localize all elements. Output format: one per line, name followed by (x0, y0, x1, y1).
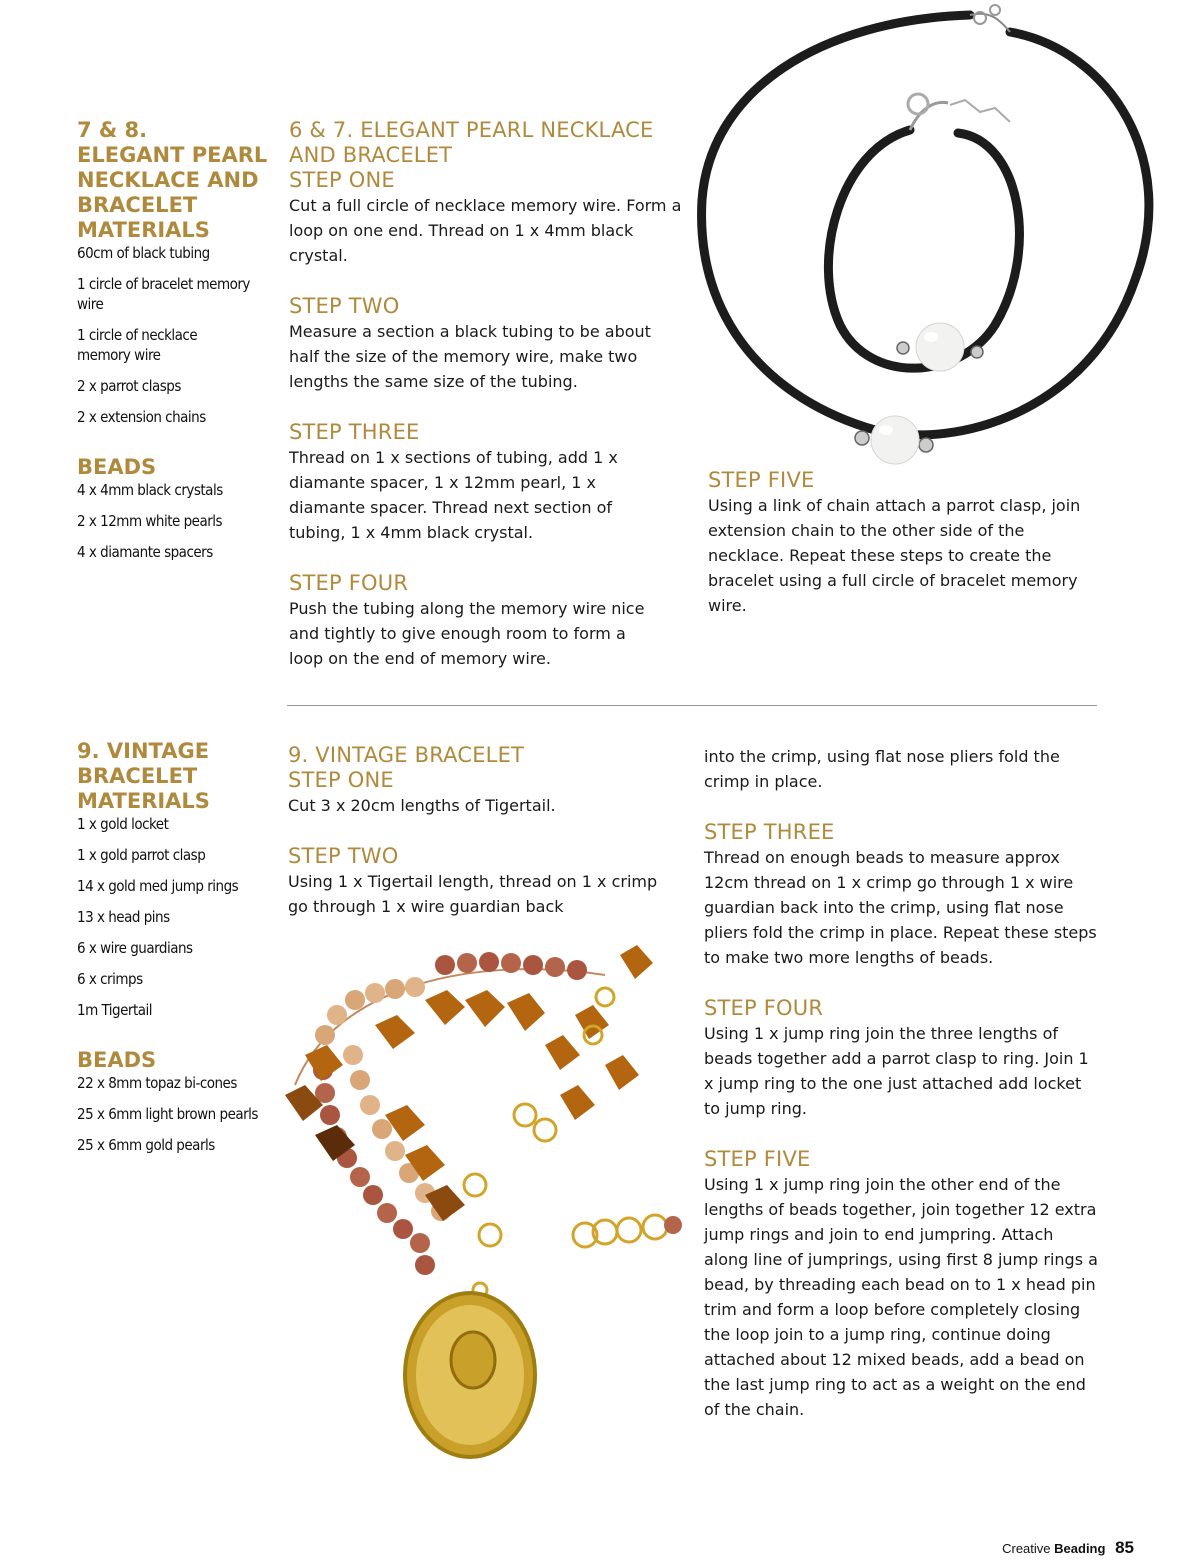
sidebar-title-line: 9. VINTAGE (77, 739, 210, 763)
magazine-name-prefix: Creative (1002, 1541, 1051, 1556)
step-heading: STEP THREE (289, 420, 420, 444)
topaz-beads (285, 945, 653, 1221)
page-footer (1002, 1538, 1134, 1558)
list-item: 4 x 4mm black crystals (77, 481, 223, 499)
beads-list (77, 1073, 272, 1155)
sidebar-title-line: BRACELET (77, 193, 198, 217)
materials-list (77, 814, 272, 1020)
list-item: 1 circle of bracelet memory wire (77, 275, 250, 313)
section2-right-column (704, 744, 1099, 1434)
step-text: Using 1 x Tigertail length, thread on 1 x crimp go through 1 x wire guardian back (288, 872, 658, 916)
list-item: 6 x crimps (77, 970, 143, 988)
list-item: 2 x 12mm white pearls (77, 512, 223, 530)
section2-sidebar (77, 739, 272, 1166)
section-title: AND BRACELET (289, 143, 453, 167)
step-heading: STEP FOUR (704, 996, 824, 1020)
beads-list (77, 480, 272, 562)
step-heading: STEP FIVE (708, 468, 815, 492)
list-item: 2 x parrot clasps (77, 377, 181, 395)
step-text: Using a link of chain attach a parrot clasp, join extension chain to the other side of the necklace. Repeat these steps to create the bracelet using a full circle of bracelet memory wire. (708, 496, 1081, 615)
section1-main (289, 118, 684, 683)
step-text: Push the tubing along the memory wire nice and tightly to give enough room to form a loop on the end of memory wire. (289, 599, 645, 668)
sidebar-title-line: NECKLACE AND (77, 168, 259, 192)
necklace-image (702, 5, 1149, 464)
step-text: Using 1 x jump ring join the other end of the lengths of beads together, join together 12 extra jump rings and join to end jumpring. Attach along line of jumprings, using first 8 jump rings a bead, by threading each bead on to 1 x head pin trim and form a loop before completely closing the loop join to a jump ring, continue doing attached about 12 mixed beads, add a bead on the last jump ring to act as a weight on the end of the chain. (704, 1175, 1098, 1419)
sidebar-title-line: 7 & 8. (77, 118, 148, 142)
list-item: 1 x gold parrot clasp (77, 846, 206, 864)
jump-rings (464, 988, 667, 1247)
bracelet-image (828, 94, 1019, 371)
magazine-name-bold: Beading (1054, 1541, 1106, 1556)
step-heading: STEP FOUR (289, 571, 409, 595)
step-text: Thread on enough beads to measure approx 12cm thread on 1 x crimp go through 1 x wire guardian back into the crimp, using flat nose pliers fold the crimp in place. Repeat these steps to make two more lengths of beads. (704, 848, 1097, 967)
list-item: 2 x extension chains (77, 408, 206, 426)
step-heading: STEP THREE (704, 820, 835, 844)
list-item: 4 x diamante spacers (77, 543, 213, 561)
step-heading: STEP FIVE (704, 1147, 811, 1171)
step-text: Cut a full circle of necklace memory wire. Form a loop on one end. Thread on 1 x 4mm black crystal. (289, 196, 682, 265)
page-number: 85 (1115, 1538, 1134, 1557)
list-item: 60cm of black tubing (77, 244, 210, 262)
sidebar-title-line: MATERIALS (77, 218, 210, 242)
step-text: Cut 3 x 20cm lengths of Tigertail. (288, 796, 556, 815)
section-title: 9. VINTAGE BRACELET (288, 743, 525, 767)
section1-step-five (708, 468, 1103, 630)
step-text: into the crimp, using flat nose pliers fold the crimp in place. (704, 747, 1060, 791)
step-heading: STEP TWO (288, 844, 399, 868)
section1-sidebar (77, 118, 272, 573)
list-item: 1 x gold locket (77, 815, 169, 833)
gold-locket (405, 1283, 535, 1457)
list-item: 1 circle of necklace memory wire (77, 326, 198, 364)
bead-strand (295, 969, 605, 1085)
section-title: 6 & 7. ELEGANT PEARL NECKLACE (289, 118, 654, 142)
step-text: Thread on 1 x sections of tubing, add 1 x diamante spacer, 1 x 12mm pearl, 1 x diamante spacer. Thread next section of tubing, 1 x 4mm black crystal. (289, 448, 618, 542)
vintage-bracelet-photo (275, 945, 695, 1470)
sidebar-title-line: ELEGANT PEARL (77, 143, 268, 167)
list-item: 25 x 6mm light brown pearls (77, 1105, 258, 1123)
materials-list (77, 243, 272, 427)
list-item: 14 x gold med jump rings (77, 877, 239, 895)
step-heading: STEP ONE (289, 168, 395, 192)
section-divider (287, 705, 1097, 706)
section2-sidebar-title (77, 739, 272, 814)
sidebar-title-line: BRACELET (77, 764, 198, 788)
section2-main (288, 743, 663, 931)
sidebar-title-line: MATERIALS (77, 789, 210, 813)
list-item: 1m Tigertail (77, 1001, 153, 1019)
list-item: 6 x wire guardians (77, 939, 193, 957)
beads-title: BEADS (77, 1048, 157, 1072)
necklace-bracelet-photo (690, 0, 1190, 480)
beads-title: BEADS (77, 455, 157, 479)
list-item: 13 x head pins (77, 908, 170, 926)
step-text: Measure a section a black tubing to be about half the size of the memory wire, make two lengths the same size of the tubing. (289, 322, 651, 391)
section1-sidebar-title (77, 118, 272, 243)
step-text: Using 1 x jump ring join the three lengths of beads together add a parrot clasp to ring. Join 1 x jump ring to the one just attached add locket to jump ring. (704, 1024, 1089, 1118)
list-item: 22 x 8mm topaz bi-cones (77, 1074, 237, 1092)
step-heading: STEP ONE (288, 768, 394, 792)
list-item: 25 x 6mm gold pearls (77, 1136, 215, 1154)
step-heading: STEP TWO (289, 294, 400, 318)
